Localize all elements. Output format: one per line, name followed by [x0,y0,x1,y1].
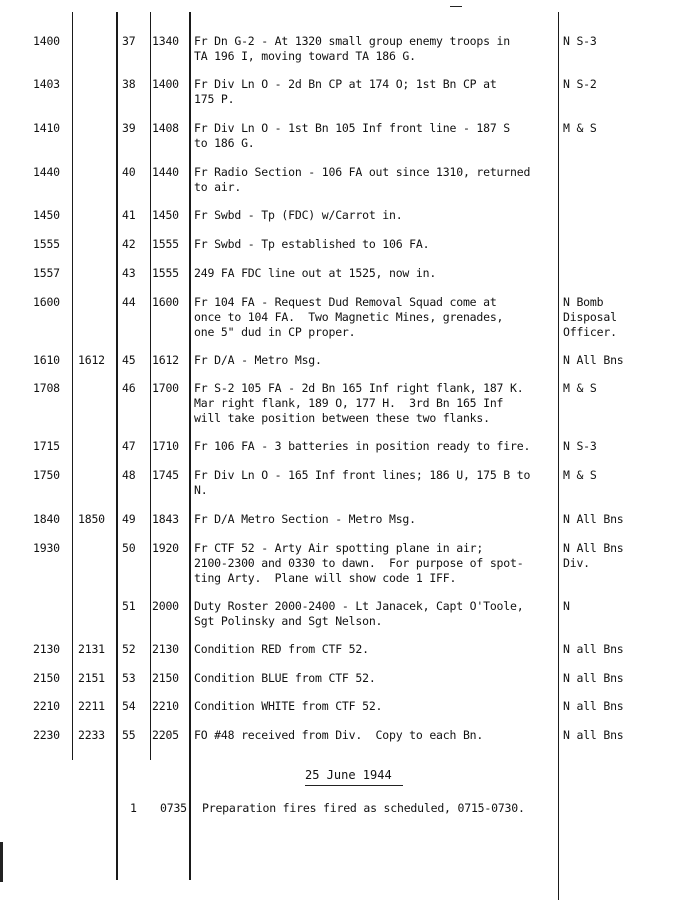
time-in: 2130 [33,642,60,656]
column-rule-msgtime [150,12,151,760]
message-text: Fr Div Ln O - 165 Inf front lines; 186 U, 175 B to N. [194,468,531,497]
message-text: Fr D/A Metro Section - Metro Msg. [194,512,416,526]
message-time: 2000 [152,599,179,613]
time-out: 2131 [78,642,105,656]
time-in: 2150 [33,671,60,685]
time-in: 1600 [33,295,60,309]
message-time: 1710 [152,439,179,453]
serial-number: 40 [122,165,136,179]
time-in: 2210 [33,699,60,713]
serial-number: 48 [122,468,136,482]
column-rule-timeout [72,12,73,760]
message-text: FO #48 received from Div. Copy to each Bn. [194,728,484,742]
serial-number: 54 [122,699,136,713]
action-taken: N all Bns [563,728,624,742]
time-in: 1410 [33,121,60,135]
time-in: 2230 [33,728,60,742]
message-text: Fr 104 FA - Request Dud Removal Squad come at once to 104 FA. Two Magnetic Mines, grenades, one 5" dud in CP proper. [194,295,504,339]
message-text: Fr D/A - Metro Msg. [194,353,322,367]
time-in: 1708 [33,381,60,395]
action-taken: N S-2 [563,77,597,91]
message-time: 1340 [152,34,179,48]
message-time: 1450 [152,208,179,222]
message-time: 0735 [160,801,187,815]
serial-number: 50 [122,541,136,555]
message-time: 1555 [152,237,179,251]
message-text: Fr Div Ln O - 2d Bn CP at 174 O; 1st Bn CP at 175 P. [194,77,497,106]
serial-number: 41 [122,208,136,222]
time-in: 1400 [33,34,60,48]
column-rule-serial [116,12,118,880]
message-time: 2130 [152,642,179,656]
action-taken: N All Bns [563,353,624,367]
scan-top-mark [450,6,462,7]
serial-number: 43 [122,266,136,280]
message-text: Fr Swbd - Tp established to 106 FA. [194,237,430,251]
serial-number: 39 [122,121,136,135]
message-time: 1555 [152,266,179,280]
action-taken: N all Bns [563,642,624,656]
message-text: Fr Dn G-2 - At 1320 small group enemy troops in TA 196 I, moving toward TA 186 G. [194,34,511,63]
action-taken: N all Bns [563,699,624,713]
time-out: 1850 [78,512,105,526]
message-text: Condition BLUE from CTF 52. [194,671,376,685]
message-time: 1843 [152,512,179,526]
action-taken: N All Bns Div. [563,541,624,570]
time-in: 1750 [33,468,60,482]
action-taken: N All Bns [563,512,624,526]
message-text: Condition WHITE from CTF 52. [194,699,383,713]
message-text: Fr Swbd - Tp (FDC) w/Carrot in. [194,208,403,222]
time-in: 1840 [33,512,60,526]
time-out: 2233 [78,728,105,742]
serial-number: 1 [130,801,137,815]
time-in: 1930 [33,541,60,555]
time-in: 1440 [33,165,60,179]
serial-number: 52 [122,642,136,656]
column-rule-message [189,12,191,880]
message-time: 1920 [152,541,179,555]
serial-number: 38 [122,77,136,91]
message-text: Fr Div Ln O - 1st Bn 105 Inf front line - 187 S to 186 G. [194,121,511,150]
date-heading: 25 June 1944 [305,768,392,782]
message-time: 1745 [152,468,179,482]
message-text: 249 FA FDC line out at 1525, now in. [194,266,437,280]
time-in: 1715 [33,439,60,453]
serial-number: 45 [122,353,136,367]
serial-number: 49 [122,512,136,526]
action-taken: N Bomb Disposal Officer. [563,295,617,339]
message-text: Duty Roster 2000-2400 - Lt Janacek, Capt O'Toole, Sgt Polinsky and Sgt Nelson. [194,599,524,628]
message-time: 2205 [152,728,179,742]
column-rule-action [558,12,559,900]
time-in: 1450 [33,208,60,222]
message-time: 1400 [152,77,179,91]
action-taken: M & S [563,381,597,395]
message-time: 1612 [152,353,179,367]
message-time: 1408 [152,121,179,135]
serial-number: 44 [122,295,136,309]
message-text: Preparation fires fired as scheduled, 0715-0730. [202,801,525,815]
serial-number: 37 [122,34,136,48]
action-taken: N all Bns [563,671,624,685]
time-in: 1557 [33,266,60,280]
action-taken: N S-3 [563,439,597,453]
action-taken: M & S [563,468,597,482]
time-in: 1555 [33,237,60,251]
serial-number: 47 [122,439,136,453]
date-heading-underline [305,785,403,786]
serial-number: 42 [122,237,136,251]
serial-number: 51 [122,599,136,613]
message-text: Fr Radio Section - 106 FA out since 1310, returned to air. [194,165,531,194]
time-in: 1610 [33,353,60,367]
message-text: Fr S-2 105 FA - 2d Bn 165 Inf right flank, 187 K. Mar right flank, 189 O, 177 H. 3rd Bn 165 Inf will take position between these two flanks. [194,381,524,425]
action-taken: N [563,599,570,613]
action-taken: M & S [563,121,597,135]
action-taken: N S-3 [563,34,597,48]
message-time: 1440 [152,165,179,179]
time-out: 2151 [78,671,105,685]
message-time: 2210 [152,699,179,713]
message-text: Fr CTF 52 - Arty Air spotting plane in air; 2100-2300 and 0330 to dawn. For purpose of spot- ting Arty. Plane will show code 1 IFF. [194,541,524,585]
message-time: 1600 [152,295,179,309]
time-in: 1403 [33,77,60,91]
serial-number: 46 [122,381,136,395]
time-out: 2211 [78,699,105,713]
serial-number: 55 [122,728,136,742]
message-time: 2150 [152,671,179,685]
serial-number: 53 [122,671,136,685]
scan-edge-mark [0,842,3,882]
message-text: Fr 106 FA - 3 batteries in position ready to fire. [194,439,531,453]
message-time: 1700 [152,381,179,395]
time-out: 1612 [78,353,105,367]
message-text: Condition RED from CTF 52. [194,642,369,656]
